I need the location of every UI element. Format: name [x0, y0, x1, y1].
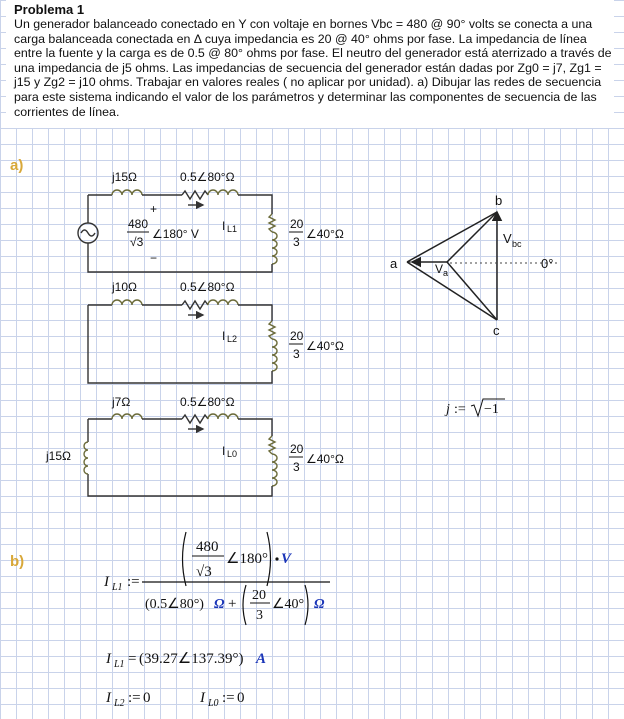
phasor-node-b: b	[495, 193, 503, 208]
phasor-line-nc	[447, 262, 497, 320]
pos-source-numerator: 480	[128, 217, 149, 231]
formula-den-angle: ∠40°	[272, 597, 305, 612]
pos-wire-top-right	[238, 195, 272, 214]
zero-line-impedance-label: 0.5∠80°Ω	[180, 395, 235, 409]
pos-source-denominator: √3	[130, 235, 144, 249]
formula-den-plus: +	[228, 596, 237, 612]
zero-line-inductor	[208, 414, 238, 419]
neg-line-impedance-label: 0.5∠80°Ω	[180, 280, 235, 294]
formula-num-numerator: 480	[196, 539, 219, 555]
formula-il1	[103, 532, 330, 625]
phasor-angle-reference: 0°	[541, 256, 554, 271]
pos-line-inductor	[208, 190, 238, 195]
result-lhs-subscript: L1	[114, 659, 125, 670]
pos-minus-sign: −	[150, 251, 158, 265]
zero-neutral-impedance-label: j15Ω	[46, 449, 71, 463]
result-equals: =	[128, 651, 137, 667]
il0-subscript: L0	[208, 698, 219, 709]
formula-den-paren: (0.5∠80°)	[145, 597, 204, 612]
formula-den-denominator: 3	[256, 608, 263, 623]
pos-load-denominator: 3	[293, 235, 300, 249]
phasor-line-nb	[447, 212, 497, 262]
il0-lhs: I	[200, 690, 205, 706]
j-symbol: j	[446, 402, 450, 417]
il2-subscript: L2	[114, 698, 125, 709]
neg-line-resistor	[182, 301, 208, 309]
neg-load-denominator: 3	[293, 347, 300, 361]
zero-load-numerator: 20	[290, 442, 304, 456]
neg-load-angle: ∠40°Ω	[306, 339, 344, 353]
pos-line-resistor	[182, 191, 208, 199]
formula-den-unit2: Ω	[314, 597, 325, 612]
neg-wire-top-right	[238, 305, 272, 321]
pos-source-sine	[81, 230, 95, 236]
pos-plus-sign: +	[150, 202, 158, 216]
pos-wire-right-bottom	[88, 243, 272, 272]
zero-wire-top-right	[238, 419, 272, 436]
zero-results	[105, 690, 245, 709]
formula-den-paren-right	[305, 585, 308, 625]
pos-source-angle: ∠180° V	[152, 227, 199, 241]
zero-gen-impedance-label: j7Ω	[112, 395, 131, 409]
phasor-line-ab	[407, 212, 497, 262]
problem-title: Problema 1	[14, 2, 85, 17]
section-b-label: b)	[10, 553, 25, 570]
neg-gen-inductor	[112, 300, 142, 305]
il2-assign: :=	[128, 690, 141, 706]
formula-lhs: I	[104, 574, 109, 590]
pos-load-angle: ∠40°Ω	[306, 227, 344, 241]
phasor-vbc-subscript: bc	[512, 239, 522, 249]
pos-gen-inductor	[112, 190, 142, 195]
neg-gen-impedance-label: j10Ω	[112, 280, 137, 294]
phasor-line-ac	[407, 262, 497, 320]
zero-current-subscript: L0	[227, 449, 238, 459]
neg-wire-loop	[88, 305, 272, 383]
neg-line-inductor	[208, 300, 238, 305]
phasor-va-subscript: a	[443, 268, 449, 278]
il0-assign: :=	[222, 690, 235, 706]
formula-den-numerator: 20	[252, 588, 266, 603]
neg-load-coil	[272, 339, 277, 371]
pos-load-coil	[272, 232, 277, 264]
zero-current-label: I	[222, 444, 226, 458]
result-il1	[105, 651, 266, 670]
negative-sequence-network	[88, 280, 344, 383]
j-assign: :=	[454, 402, 466, 417]
phasor-node-a: a	[390, 256, 398, 271]
zero-load-coil	[272, 454, 277, 486]
neg-current-subscript: L2	[227, 334, 238, 344]
pos-current-label: I	[222, 219, 226, 233]
phasor-va-label: V	[435, 262, 444, 276]
il2-value: 0	[143, 690, 151, 706]
formula-lhs-subscript: L1	[112, 582, 123, 593]
formula-num-paren-left	[183, 532, 187, 586]
problem-text: Un generador balanceado conectado en Y con voltaje en bornes Vbc = 480 @ 90° volts se conecta a una carga balanceada conectada en Δ cuya impedancia es 20 @ 40° ohms por fase. La impedancia de línea entre la fuente y la carga es de 0.5 @ 80° ohms por fase. El neutro del generador está aterrizado a través de una impedancia de j5 ohms. Las impedancias de secuencia del generador están dadas por Zg0 = j7, Zg1 = j15 y Zg2 = j10 ohms. Trabajar en valores reales ( no aplicar por unidad). a) Dibujar las redes de secuencia para este sistema indicando el valor de los parámetros y determinar las componentes de secuencia de las corrientes de línea.	[14, 17, 612, 119]
il2-lhs: I	[106, 690, 111, 706]
neg-load-numerator: 20	[290, 329, 304, 343]
phasor-vbc-label: V	[503, 231, 512, 246]
zero-load-angle: ∠40°Ω	[306, 452, 344, 466]
formula-num-angle: ∠180°	[226, 551, 268, 567]
result-unit: A	[256, 651, 267, 667]
pos-current-subscript: L1	[227, 224, 238, 234]
formula-num-denominator: √3	[196, 564, 212, 580]
zero-sequence-network	[45, 395, 344, 496]
zero-load-denominator: 3	[293, 460, 300, 474]
zero-gen-inductor	[112, 414, 142, 419]
result-value: (39.27∠137.39°)	[139, 651, 244, 667]
result-lhs: I	[106, 651, 111, 667]
pos-load-numerator: 20	[290, 217, 304, 231]
neg-current-label: I	[222, 329, 226, 343]
pos-line-impedance-label: 0.5∠80°Ω	[180, 170, 235, 184]
formula-dot	[275, 557, 278, 560]
positive-sequence-network	[78, 170, 344, 272]
phasor-node-c: c	[493, 323, 500, 338]
neg-load-inductor	[269, 321, 275, 339]
formula-den-paren-left	[243, 585, 246, 625]
formula-assign: :=	[127, 574, 140, 590]
j-radicand: −1	[484, 402, 499, 417]
section-a-label: a)	[10, 157, 24, 174]
phasor-diagram	[390, 193, 560, 338]
formula-num-unit: V	[281, 551, 292, 567]
j-definition	[444, 399, 505, 417]
pos-gen-impedance-label: j15Ω	[112, 170, 137, 184]
zero-neutral-inductor	[84, 442, 88, 474]
pos-load-inductor	[269, 214, 275, 232]
zero-load-inductor	[269, 436, 275, 454]
zero-line-resistor	[182, 415, 208, 423]
il0-value: 0	[237, 690, 245, 706]
formula-den-unit1: Ω	[214, 597, 225, 612]
zero-wire-bottom	[88, 474, 272, 496]
